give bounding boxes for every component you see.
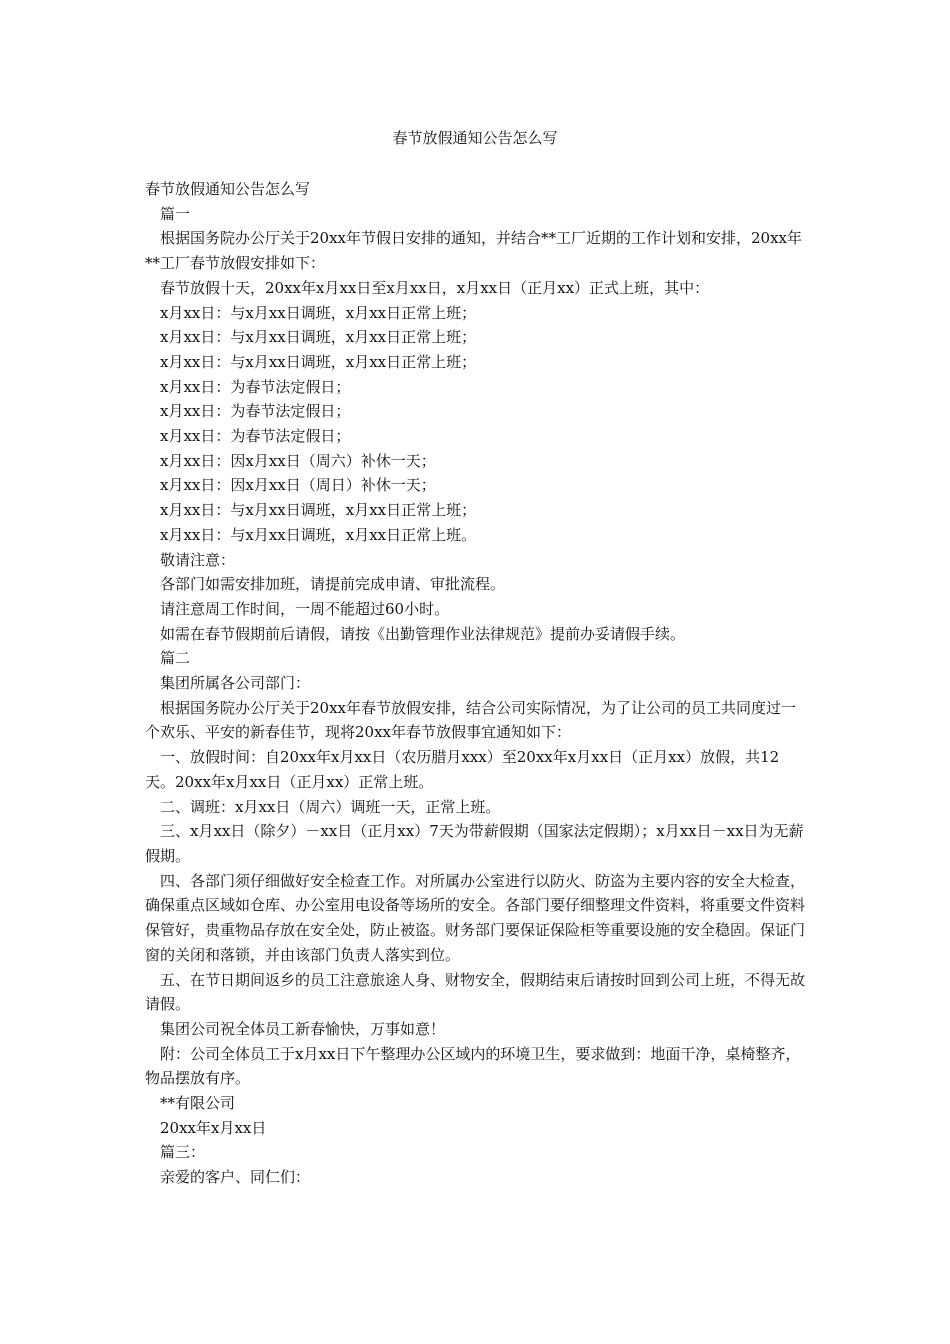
paragraph: x月xx日：为春节法定假日； [160,377,351,396]
paragraph: 敬请注意： [160,550,236,569]
paragraph: x月xx日：与x月xx日调班，x月xx日正常上班。 [160,525,477,544]
paragraph: 集团所属各公司部门： [160,674,311,693]
paragraph: 五、在节日期间返乡的员工注意旅途人身、财物安全，假期结束后请按时回到公司上班，不得无故请假。 [145,970,806,1014]
paragraph: 篇二 [160,649,191,668]
paragraph: x月xx日：与x月xx日调班，x月xx日正常上班； [160,303,477,322]
paragraph: 亲爱的客户、同仁们： [160,1168,311,1187]
paragraph: x月xx日：为春节法定假日； [160,427,351,446]
paragraph: 集团公司祝全体员工新春愉快，万事如意！ [160,1019,446,1038]
paragraph: 春节放假十天，20xx年x月xx日至x月xx日，x月xx日（正月xx）正式上班，其中： [160,278,710,297]
paragraph: 二、调班：x月xx日（周六）调班一天，正常上班。 [160,797,501,816]
paragraph: 附：公司全体员工于x月xx日下午整理办公区域内的环境卫生，要求做到：地面干净，桌椅整齐，物品摆放有序。 [145,1044,801,1088]
paragraph: x月xx日：与x月xx日调班，x月xx日正常上班； [160,352,477,371]
paragraph: **有限公司 [160,1094,236,1113]
paragraph: 春节放假通知公告怎么写 [145,180,311,198]
paragraph: x月xx日：因x月xx日（周六）补休一天； [160,451,436,470]
paragraph: 一、放假时间：自20xx年x月xx日（农历腊月xxx）至20xx年x月xx日（正月xx）放假，共12天。20xx年x月xx日（正月xx）正常上班。 [145,748,780,791]
paragraph: 20xx年x月xx日 [160,1118,267,1137]
paragraph: 三、x月xx日（除夕）－xx日（正月xx）7天为带薪假期（国家法定假期）；x月xx日－xx日为无薪假期。 [145,822,804,865]
paragraph: 请注意周工作时间，一周不能超过60小时。 [160,599,450,618]
paragraph: x月xx日：与x月xx日调班，x月xx日正常上班； [160,501,477,520]
paragraph: 四、各部门须仔细做好安全检查工作。对所属办公室进行以防火、防盗为主要内容的安全大检查，确保重点区域如仓库、办公室用电设备等场所的安全。各部门要仔细整理文件资料，将重要文件资料保管好，贵重物品存放在安全处，防止被盗。财务部门要保证保险柜等重要设施的安全稳固。保证门窗的关闭和落锁，并由该部门负责人落实到位。 [145,871,806,964]
paragraph: x月xx日：为春节法定假日； [160,402,351,421]
paragraph: 如需在春节假期前后请假，请按《出勤管理作业法律规范》提前办妥请假手续。 [160,624,686,643]
paragraph: x月xx日：因x月xx日（周日）补休一天； [160,476,436,495]
paragraph: 篇一 [160,204,191,223]
paragraph: x月xx日：与x月xx日调班，x月xx日正常上班； [160,328,477,347]
paragraph: 根据国务院办公厅关于20xx年春节放假安排，结合公司实际情况，为了让公司的员工共同度过一个欢乐、平安的新春佳节，现将20xx年春节放假事宜通知如下： [145,698,797,742]
document-title: 春节放假通知公告怎么写 [392,129,558,147]
paragraph: 篇三： [160,1143,206,1162]
paragraph: 各部门如需安排加班，请提前完成申请、审批流程。 [160,575,506,594]
document-body [145,177,805,1190]
paragraph: 根据国务院办公厅关于20xx年节假日安排的通知，并结合**工厂近期的工作计划和安排，20xx年**工厂春节放假安排如下： [145,229,803,273]
